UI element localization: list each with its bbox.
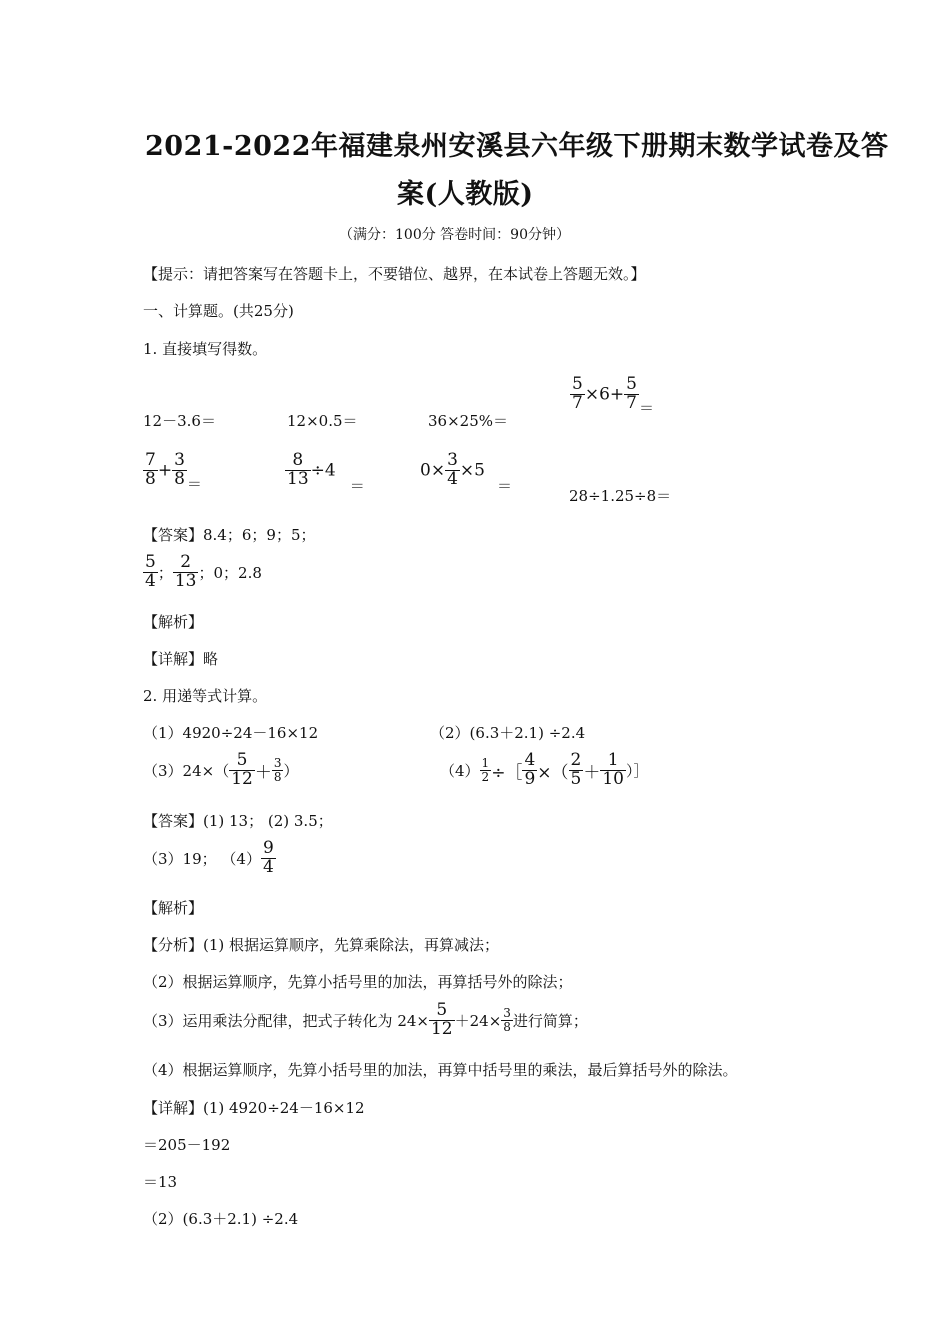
fraction-denominator: 10: [602, 768, 624, 789]
answer-prefix: （3）19； （4）: [143, 849, 261, 868]
q2-answer-line-2: [143, 840, 276, 877]
q1-answer-line-2: [143, 554, 262, 591]
fraction-denominator: 8: [503, 1019, 511, 1034]
operator: +: [157, 460, 173, 481]
operator: ＋: [583, 762, 601, 783]
analysis-prefix: （3）运用乘法分配律，把式子转化为 24×: [143, 1011, 429, 1030]
fraction-denominator: 7: [572, 392, 583, 413]
fraction-numerator: 2: [570, 750, 582, 770]
fraction-numerator: 1: [600, 752, 626, 771]
q2-detail-2: ＝205－192: [143, 1136, 231, 1154]
q2-stem: 2. 用递等式计算。: [143, 687, 268, 705]
title-line-2: 案(人教版): [397, 179, 534, 210]
fraction-denominator: 8: [273, 769, 282, 784]
title-line-1: 2021-2022年福建泉州安溪县六年级下册期末数学试卷及答: [145, 131, 889, 162]
fraction-numerator: 8: [285, 452, 311, 471]
expr-suffix: ）: [283, 761, 299, 780]
q1-item-g: [420, 450, 512, 495]
fraction-numerator: 5: [229, 752, 255, 771]
expr-suffix: ）］: [625, 761, 649, 780]
fraction-numerator: 9: [262, 838, 274, 858]
fraction-numerator: 2: [173, 554, 199, 573]
fraction-denominator: 5: [570, 768, 582, 789]
q1-stem: 1. 直接填写得数。: [143, 340, 268, 358]
operator: ÷［: [491, 762, 523, 783]
subtitle: （满分：100分 答卷时间：90分钟）: [339, 227, 570, 243]
q1-item-d: [570, 374, 654, 417]
q2-part-3: [143, 752, 299, 789]
expr-prefix: （3）24×（: [143, 761, 230, 780]
operator: ＋24×: [454, 1011, 502, 1030]
fraction-denominator: 13: [174, 570, 197, 591]
analysis-suffix: 进行简算；: [512, 1011, 588, 1030]
q2-detail-4: （2）(6.3＋2.1) ÷2.4: [143, 1210, 299, 1228]
q1-answer-line-1: 【答案】8.4；6；9；5；: [143, 526, 316, 544]
q2-analysis: 【解析】: [143, 899, 204, 917]
q2-part-1: （1）4920÷24－16×12: [143, 724, 319, 742]
fraction-denominator: 9: [524, 768, 536, 789]
fraction-denominator: 12: [231, 768, 253, 789]
fraction-numerator: 3: [174, 450, 185, 470]
fraction-denominator: 4: [262, 856, 274, 877]
operator: ×6+: [584, 384, 625, 405]
fraction-denominator: 12: [430, 1018, 453, 1039]
fraction-numerator: 5: [145, 552, 156, 572]
fraction-denominator: 2: [481, 769, 490, 784]
fraction-denominator: 8: [174, 468, 185, 489]
fraction-numerator: 3: [447, 450, 458, 470]
q1-item-b: 12×0.5＝: [287, 412, 358, 430]
q2-answer-line-1: 【答案】(1) 13； (2) 3.5；: [143, 812, 333, 830]
hint: 【提示：请把答案写在答题卡上，不要错位、越界，在本试卷上答题无效。】: [143, 265, 646, 283]
q2-part-2: （2）(6.3＋2.1) ÷2.4: [430, 724, 586, 742]
q2-analysis-3: [143, 1002, 588, 1039]
fraction-numerator: 3: [273, 756, 282, 771]
operator: ＋: [254, 762, 272, 783]
equals: ＝: [638, 398, 654, 417]
q2-part-4: [440, 752, 649, 789]
fraction-numerator: 3: [503, 1006, 511, 1021]
equals: ＝: [349, 476, 365, 495]
q2-analysis-2: （2）根据运算顺序，先算小括号里的加法，再算括号外的除法；: [143, 973, 573, 991]
operator: ×（: [537, 762, 569, 783]
fraction-numerator: 4: [524, 750, 536, 770]
q1-item-e: [143, 450, 202, 493]
q1-item-h: 28÷1.25÷8＝: [569, 487, 672, 505]
fraction-numerator: 5: [429, 1002, 455, 1021]
answer-rest: ；0；2.8: [198, 563, 262, 582]
q1-item-a: 12－3.6＝: [143, 412, 216, 430]
q2-analysis-4: （4）根据运算顺序，先算小括号里的加法，再算中括号里的乘法，最后算括号外的除法。: [143, 1061, 738, 1079]
fraction-denominator: 4: [145, 570, 156, 591]
fraction-denominator: 4: [447, 468, 458, 489]
equals: ＝: [496, 476, 512, 495]
q1-detail: 【详解】略: [143, 650, 219, 668]
operator: 0×: [420, 460, 446, 481]
q2-detail-1: 【详解】(1) 4920÷24－16×12: [143, 1099, 365, 1117]
fraction-denominator: 8: [145, 468, 156, 489]
section-1-heading: 一、计算题。(共25分): [143, 302, 294, 320]
fraction-numerator: 7: [145, 450, 156, 470]
expr-prefix: （4）: [440, 761, 480, 780]
operator: ÷4: [310, 460, 336, 481]
fraction-numerator: 5: [572, 374, 583, 394]
q2-analysis-1: 【分析】(1) 根据运算顺序，先算乘除法，再算减法；: [143, 936, 500, 954]
q1-item-c: 36×25%＝: [428, 412, 508, 430]
fraction-denominator: 13: [287, 468, 309, 489]
fraction-numerator: 5: [626, 374, 637, 394]
q1-item-f: [285, 450, 365, 495]
fraction-numerator: 1: [481, 756, 490, 771]
q1-analysis: 【解析】: [143, 613, 204, 631]
equals: ＝: [186, 474, 202, 493]
fraction-denominator: 7: [626, 392, 637, 413]
separator: ；: [157, 563, 173, 582]
operator: ×5: [459, 460, 485, 481]
q2-detail-3: ＝13: [143, 1173, 178, 1191]
